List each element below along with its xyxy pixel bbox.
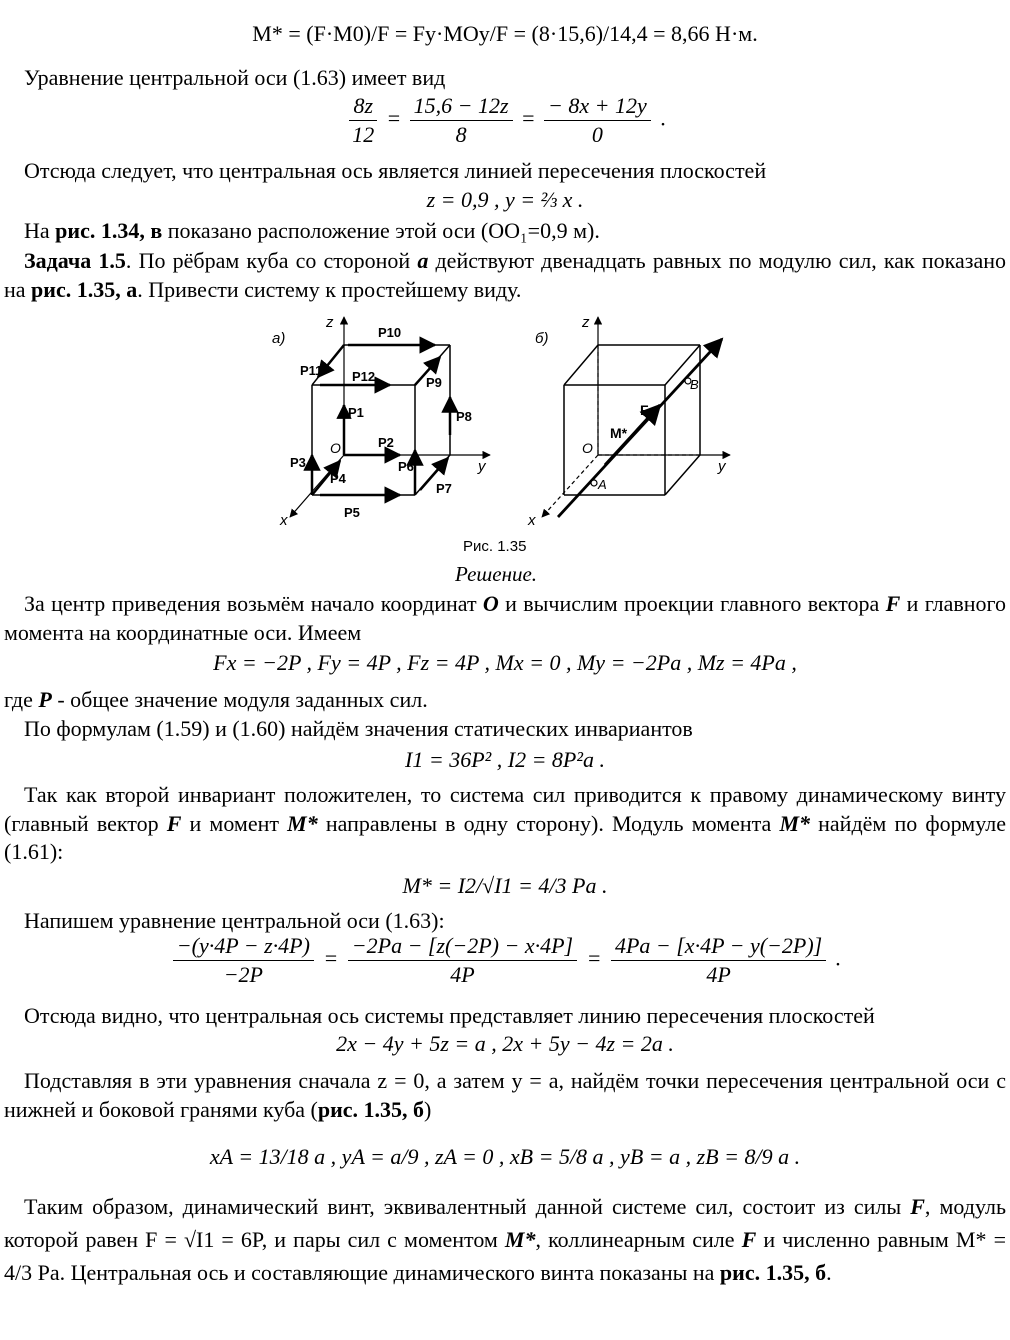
axis-z-label-a: z	[326, 314, 334, 331]
force-label-p8: P8	[456, 409, 472, 424]
force-label-p10: P10	[378, 325, 402, 340]
equation-planes-2: 2x − 4y + 5z = a , 2x + 5y − 4z = 2a .	[336, 1031, 674, 1056]
paragraph-task-1-5: Задача 1.5. По рёбрам куба со стороной a действуют двенадцать равных по модулю сил, как показано на рис. 1.35, а. Привести систему к простейшему виду.	[4, 248, 1006, 302]
paragraph-planes-intro: Отсюда видно, что центральная ось системы представляет линию пересечения плоскостей	[24, 1003, 875, 1028]
origin-label-a: O	[330, 440, 341, 456]
equation-moment-top: M* = (F·M0)/F = Fy·MOy/F = (8·15,6)/14,4 = 8,66 Н·м.	[252, 21, 758, 46]
force-label-p4: P4	[330, 471, 346, 486]
axis-y-label-b: y	[718, 458, 726, 475]
force-label-f: F	[640, 402, 649, 418]
paragraph-fig134: На рис. 1.34, в показано расположение этой оси (OO₁=0,9 м).	[24, 218, 600, 243]
point-label-b: B	[690, 377, 699, 392]
figure-part-b	[527, 314, 730, 529]
force-label-p5: P5	[344, 505, 360, 520]
axis-x-label-a: x	[280, 512, 288, 529]
moment-label-mstar: M*	[610, 425, 628, 441]
equation-invariants: I1 = 36P² , I2 = 8P²a .	[405, 747, 605, 772]
origin-label-b: O	[582, 440, 593, 456]
paragraph-dynamic-screw: Так как второй инвариант положителен, то система сил приводится к правому динамическому винту (главный вектор F и момент M* направлены в одну сторону). Модуль момента M* найдём по формуле (1.61):	[4, 782, 1006, 865]
paragraph-intersection-points: Подставляя в эти уравнения сначала z = 0, а затем y = a, найдём точки пересечения центральной оси с нижней и боковой гранями куба (рис. 1.35, б)	[4, 1068, 1006, 1122]
force-label-p6: P6	[398, 459, 414, 474]
point-label-a: A	[598, 477, 607, 492]
force-label-p9: P9	[426, 375, 442, 390]
equation-points: xA = 13/18 a , yA = a/9 , zA = 0 , xB = 5/8 a , yB = a , zB = 8/9 a .	[209, 1144, 801, 1169]
figure-label-a: а)	[272, 330, 286, 347]
figure-part-a	[272, 314, 490, 529]
force-label-p2: P2	[378, 435, 394, 450]
axis-x-label-b: x	[528, 512, 536, 529]
force-label-p12: P12	[352, 369, 376, 384]
axis-z-label-b: z	[582, 314, 590, 331]
axis-y-label-a: y	[478, 458, 486, 475]
equation-central-axis-1: $\frac{8z}{12}$ = $\frac{15,6 - 12z}{8}$ = $\frac{- 8x + 12y}{0}$ .	[0, 94, 1010, 147]
paragraph-invariants-intro: По формулам (1.59) и (1.60) найдём значения статических инвариантов	[24, 716, 693, 741]
paragraph-central-axis-intro: Уравнение центральной оси (1.63) имеет вид	[24, 65, 446, 90]
equation-projections: Fx = −2P , Fy = 4P , Fz = 4P , Mx = 0 , My = −2Pa , Mz = 4Pa ,	[213, 650, 797, 675]
figure-1-35	[260, 305, 760, 545]
equation-mstar: M* = I2/√I1 = 4/3 Pa .	[402, 873, 608, 898]
equation-central-axis-2: $\frac{-(y\cdot 4P - z\cdot 4P)}{-2P}$ = $\frac{-2Pa - [z(-2P) - x\cdot 4P]}{4P}$ = $\frac{4Pa - [x\cdot 4P - y(-2P)]}{4P}$ .	[0, 934, 1010, 987]
figure-caption: Рис. 1.35	[463, 538, 527, 555]
paragraph-where-p: где P - общее значение модуля заданных сил.	[4, 687, 428, 712]
force-label-p1: P1	[348, 405, 364, 420]
equation-planes-1: z = 0,9 , y = ⅔ x .	[426, 187, 584, 212]
paragraph-follows: Отсюда следует, что центральная ось является линией пересечения плоскостей	[24, 158, 767, 183]
figure-label-b: б)	[535, 330, 549, 347]
force-label-p7: P7	[436, 481, 452, 496]
paragraph-center-reduction: За центр приведения возьмём начало координат O и вычислим проекции главного вектора F и главного момента на координатные оси. Имеем	[4, 591, 1006, 645]
force-label-p3: P3	[290, 455, 306, 470]
force-label-p11: P11	[300, 363, 323, 378]
solution-heading: Решение.	[455, 562, 538, 586]
paragraph-conclusion: Таким образом, динамический винт, эквивалентный данной системе сил, состоит из силы F, модуль которой равен F = √I1 = 6P, и пары сил с моментом M*, коллинеарным силе F и численно равным M* = 4/3 Pa. Центральная ось и составляющие динамического винта показаны на рис. 1.35, б.	[4, 1194, 1006, 1285]
paragraph-central-axis-eq: Напишем уравнение центральной оси (1.63):	[24, 908, 445, 933]
